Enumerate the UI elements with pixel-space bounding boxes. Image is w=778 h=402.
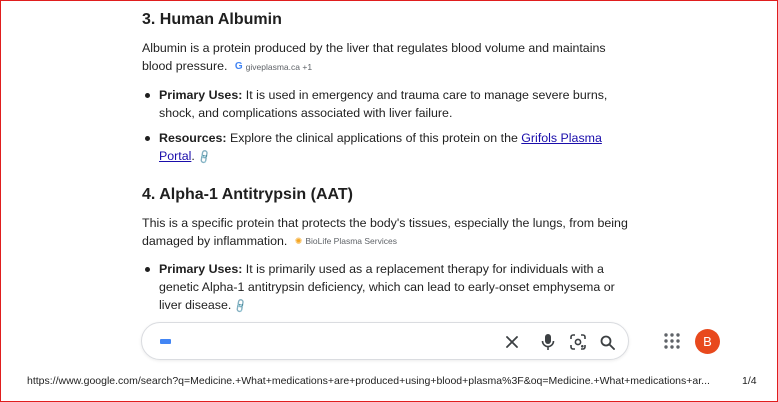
clear-icon[interactable] [502,332,522,352]
link-icon[interactable]: 🔗 [196,149,214,166]
section-intro-albumin: Albumin is a protein produced by the liver that regulates blood volume and maintains blood pressure. G giveplasma.ca +1 [142,39,637,76]
section-heading-albumin: 3. Human Albumin [142,11,282,28]
link-icon[interactable]: 🔗 [232,298,250,316]
lens-icon[interactable] [568,332,588,352]
section-heading-aat: 4. Alpha-1 Antitrypsin (AAT) [142,185,353,203]
text-cursor [160,339,171,344]
ai-overview-content [142,8,637,323]
source-chip-biolife[interactable]: ✺ BioLife Plasma Services [295,232,397,250]
aat-bullet-list [142,260,637,316]
search-bar[interactable] [141,322,629,360]
microphone-icon[interactable] [538,332,558,352]
page-counter: 1/4 [742,375,757,387]
list-item: Primary Uses: It is used in emergency and trauma care to manage severe burns, shock, and complications associated with liver failure. [142,86,637,122]
google-apps-icon[interactable] [662,331,682,351]
search-input[interactable] [178,331,488,351]
account-avatar[interactable]: B [695,329,720,354]
list-item: Primary Uses: It is primarily used as a replacement therapy for individuals with a genetic Alpha-1 antitrypsin deficiency, which can lead to early-onset emphysema or liver disease. 🔗 [142,260,637,316]
biolife-sun-icon: ✺ [294,236,303,247]
search-icon[interactable] [597,332,617,352]
status-url: https://www.google.com/search?q=Medicine.+What+medications+are+produced+using+blood+plasma%3F&oq=Medicine.+What+medications+ar... [27,375,710,387]
status-bar [0,370,778,392]
list-item: Resources: Explore the clinical applications of this protein on the Grifols Plasma Portal. 🔗 [142,129,637,167]
source-chip-giveplasma[interactable]: G giveplasma.ca +1 [235,58,312,76]
albumin-bullet-list [142,86,637,167]
section-intro-aat: This is a specific protein that protects the body's tissues, especially the lungs, from being damaged by inflammation. ✺ BioLife Plasma Services [142,214,637,251]
google-g-icon: G [234,60,243,72]
grifols-plasma-portal-link[interactable]: Grifols Plasma Portal [159,130,602,163]
